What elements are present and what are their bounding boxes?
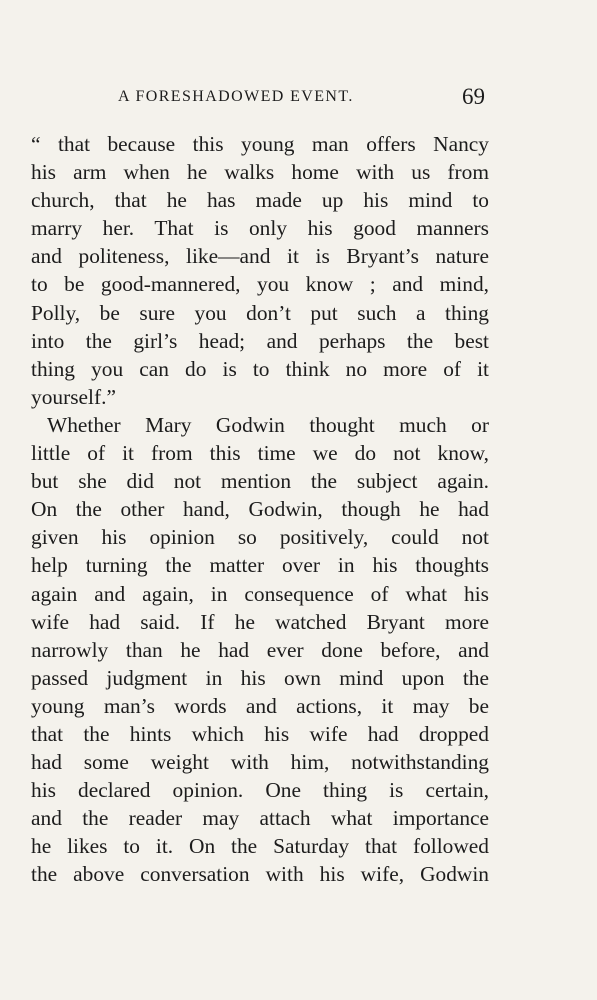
text-line: wife had said. If he watched Bryant more xyxy=(31,609,489,634)
text-line: to be good-mannered, you know ; and mind, xyxy=(31,272,489,297)
text-line: given his opinion so positively, could not xyxy=(31,525,489,550)
body-text xyxy=(31,130,489,889)
page-header xyxy=(0,84,597,114)
running-title: A FORESHADOWED EVENT. xyxy=(118,88,354,105)
text-line: marry her. That is only his good manners xyxy=(31,216,489,241)
text-line: and the reader may attach what importance xyxy=(31,806,489,831)
text-line: again and again, in consequence of what his xyxy=(31,581,489,606)
text-line: yourself.” xyxy=(31,384,116,409)
text-line: help turning the matter over in his thoughts xyxy=(31,553,489,578)
text-line: On the other hand, Godwin, though he had xyxy=(31,497,489,522)
text-line: little of it from this time we do not know, xyxy=(31,441,489,466)
text-line: his arm when he walks home with us from xyxy=(31,160,489,185)
text-line: church, that he has made up his mind to xyxy=(31,188,489,213)
text-line: thing you can do is to think no more of it xyxy=(31,356,489,381)
text-line: that the hints which his wife had dropped xyxy=(31,721,489,746)
page-number: 69 xyxy=(462,84,485,109)
text-line: Polly, be sure you don’t put such a thing xyxy=(31,300,489,325)
text-line: “ that because this young man offers Nancy xyxy=(31,132,489,156)
text-line: passed judgment in his own mind upon the xyxy=(31,665,489,690)
text-line: but she did not mention the subject again. xyxy=(31,469,489,494)
text-line: he likes to it. On the Saturday that followed xyxy=(31,834,489,859)
text-line: young man’s words and actions, it may be xyxy=(31,693,489,718)
text-line: narrowly than he had ever done before, and xyxy=(31,637,489,662)
text-line: his declared opinion. One thing is certain, xyxy=(31,778,489,803)
text-line: into the girl’s head; and perhaps the best xyxy=(31,328,489,353)
text-line: the above conversation with his wife, Godwin xyxy=(31,862,489,887)
text-line: and politeness, like—and it is Bryant’s nature xyxy=(31,244,489,269)
text-line: had some weight with him, notwithstanding xyxy=(31,750,489,775)
text-line: Whether Mary Godwin thought much or xyxy=(47,412,489,437)
